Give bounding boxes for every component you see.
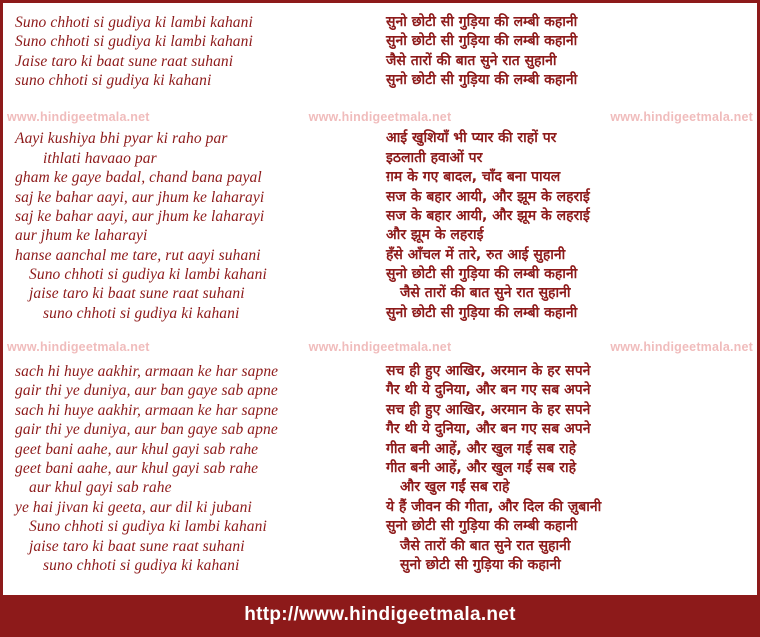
lyrics-column-devanagari [380, 13, 757, 575]
lyrics-line: suno chhoti si gudiya ki kahani [43, 556, 240, 574]
lyrics-line: sach hi huye aakhir, armaan ke har sapne [15, 363, 279, 381]
lyrics-line: Suno chhoti si gudiya ki lambi kahani [15, 33, 253, 51]
lyrics-line: suno chhoti si gudiya ki kahani [43, 304, 240, 322]
lyrics-line: geet bani aahe, aur khul gayi sab rahe [15, 440, 259, 458]
lyrics-line: gair thi ye duniya, aur ban gaye sab apne [15, 421, 278, 439]
lyrics-column-roman [3, 13, 380, 575]
lyrics-line-blank [386, 91, 745, 110]
lyrics-line: जैसे तारों की बात सुने रात सुहानी [400, 285, 571, 302]
lyrics-line-blank [15, 110, 374, 129]
lyrics-line-blank [15, 323, 374, 342]
lyrics-line: जैसे तारों की बात सुने रात सुहानी [400, 537, 571, 554]
lyrics-line: saj ke bahar aayi, aur jhum ke laharayi [15, 188, 265, 206]
lyrics-line-blank [15, 91, 374, 110]
lyrics-line: सुनो छोटी सी गुड़िया की लम्बी कहानी [386, 266, 578, 283]
lyrics-line: सुनो छोटी सी गुड़िया की कहानी [400, 556, 561, 573]
lyrics-line: जैसे तारों की बात सुने रात सुहानी [386, 52, 557, 69]
footer-bar [3, 595, 757, 634]
lyrics-line: ग़म के गए बादल, चाँद बना पायल [386, 169, 561, 186]
lyrics-line: gham ke gaye badal, chand bana payal [15, 169, 262, 187]
lyrics-line: गैर थी ये दुनिया, और बन गए सब अपने [386, 382, 591, 399]
lyrics-line: jaise taro ki baat sune raat suhani [29, 285, 245, 303]
lyrics-line: गीत बनी आहें, और खुल गईं सब राहे [386, 440, 577, 457]
lyrics-line: Aayi kushiya bhi pyar ki raho par [15, 130, 228, 148]
lyrics-line: ithlati havaao par [43, 149, 157, 167]
lyrics-line: सच ही हुए आखिर, अरमान के हर सपने [386, 363, 591, 380]
lyrics-line: gair thi ye duniya, aur ban gaye sab apne [15, 382, 278, 400]
lyrics-line: ये हैं जीवन की गीता, और दिल की ज़ुबानी [386, 498, 602, 515]
lyrics-line: Suno chhoti si gudiya ki lambi kahani [29, 266, 267, 284]
lyrics-line: सुनो छोटी सी गुड़िया की लम्बी कहानी [386, 33, 578, 50]
lyrics-line-blank [386, 110, 745, 129]
lyrics-line: Suno chhoti si gudiya ki lambi kahani [29, 518, 267, 536]
lyrics-line: सुनो छोटी सी गुड़िया की लम्बी कहानी [386, 518, 578, 535]
lyrics-line: सुनो छोटी सी गुड़िया की लम्बी कहानी [386, 14, 578, 30]
lyrics-line: ye hai jivan ki geeta, aur dil ki jubani [15, 498, 252, 516]
lyrics-line: सुनो छोटी सी गुड़िया की लम्बी कहानी [386, 304, 578, 321]
lyrics-line: और खुल गईं सब राहे [400, 479, 510, 496]
lyrics-line: Suno chhoti si gudiya ki lambi kahani [15, 14, 253, 31]
lyrics-line: सच ही हुए आखिर, अरमान के हर सपने [386, 401, 591, 418]
lyrics-line-blank [386, 323, 745, 342]
watermark-text: www.hindigeetmala.net [308, 110, 452, 124]
watermark-text: www.hindigeetmala.net [308, 340, 452, 354]
lyrics-line: Jaise taro ki baat sune raat suhani [15, 52, 234, 70]
lyrics-line: hanse aanchal me tare, rut aayi suhani [15, 246, 261, 264]
lyrics-line-blank [386, 343, 745, 362]
lyrics-line: saj ke bahar aayi, aur jhum ke laharayi [15, 207, 265, 225]
lyrics-line: गीत बनी आहें, और खुल गईं सब राहे [386, 459, 577, 476]
lyrics-line: aur khul gayi sab rahe [29, 479, 172, 497]
lyrics-line: और झूम के लहराई [386, 227, 484, 244]
watermark-text: www.hindigeetmala.net [610, 110, 753, 124]
watermark-text: www.hindigeetmala.net [7, 110, 150, 124]
lyrics-line: suno chhoti si gudiya ki kahani [15, 72, 212, 90]
watermark-text: www.hindigeetmala.net [7, 340, 150, 354]
lyrics-line-blank [15, 343, 374, 362]
lyrics-line: geet bani aahe, aur khul gayi sab rahe [15, 459, 259, 477]
lyrics-line: सज के बहार आयी, और झूम के लहराई [386, 188, 590, 205]
lyrics-columns [3, 13, 757, 575]
lyrics-line: इठलाती हवाओं पर [386, 149, 483, 166]
lyrics-line: sach hi huye aakhir, armaan ke har sapne [15, 401, 279, 419]
lyrics-line: आई खुशियाँ भी प्यार की राहों पर [386, 130, 557, 147]
lyrics-line: सुनो छोटी सी गुड़िया की लम्बी कहानी [386, 72, 578, 89]
lyrics-line: jaise taro ki baat sune raat suhani [29, 537, 245, 555]
lyrics-line: aur jhum ke laharayi [15, 227, 148, 245]
lyrics-line: गैर थी ये दुनिया, और बन गए सब अपने [386, 421, 591, 438]
site-url[interactable]: http://www.hindigeetmala.net [244, 603, 516, 625]
lyrics-area [3, 3, 757, 595]
watermark-text: www.hindigeetmala.net [610, 340, 753, 354]
lyrics-line: सज के बहार आयी, और झूम के लहराई [386, 207, 590, 224]
lyrics-line: हँसे आँचल में तारे, रुत आई सुहानी [386, 246, 566, 263]
